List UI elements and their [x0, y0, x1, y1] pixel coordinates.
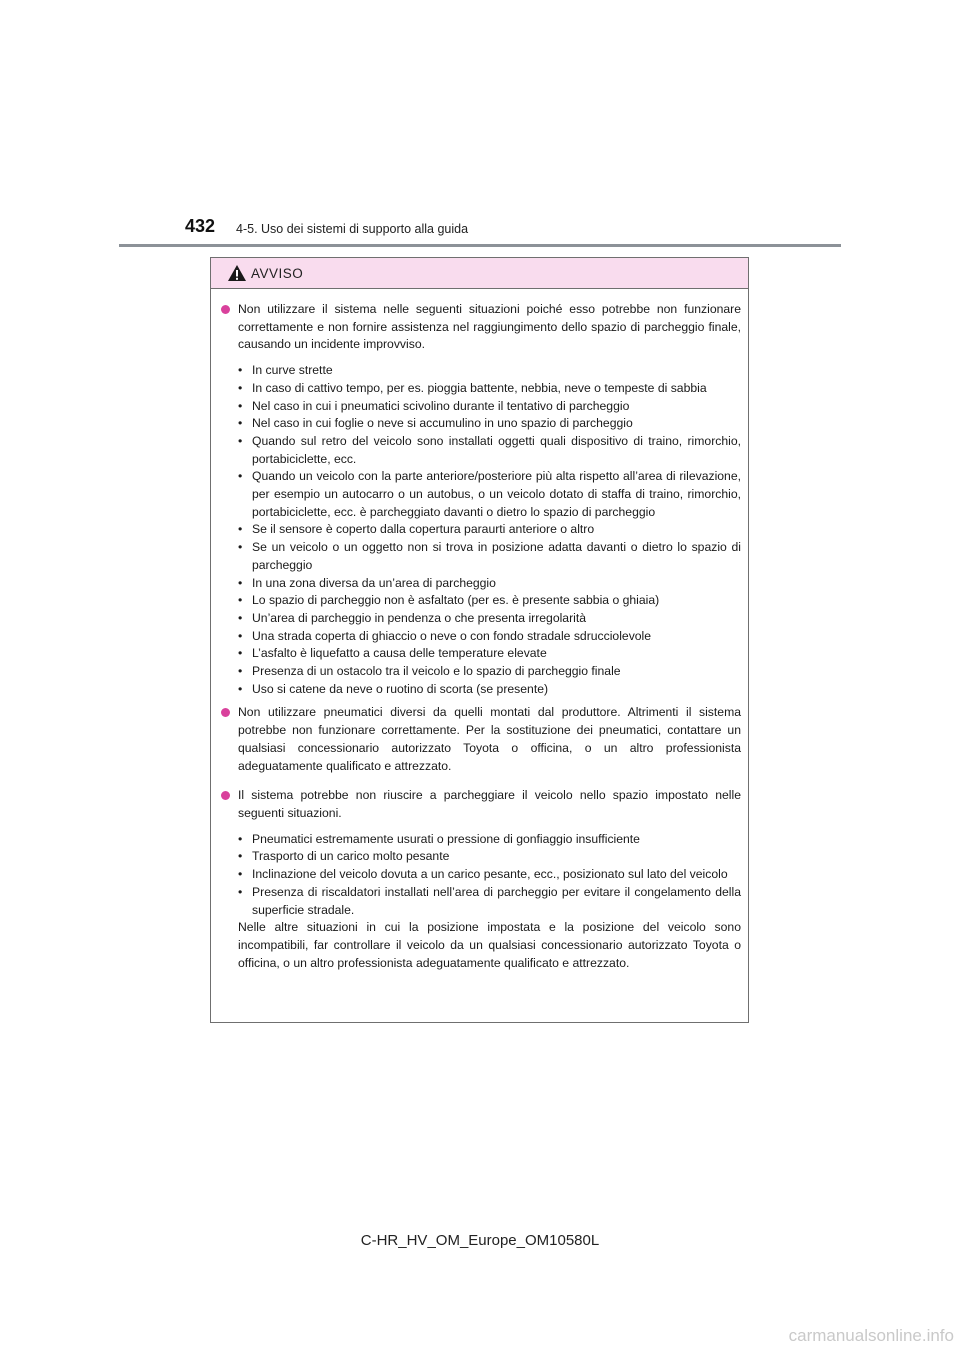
- page-number: 432: [185, 216, 216, 236]
- warning-box: [210, 257, 749, 1023]
- warning-item: [221, 704, 741, 775]
- sub-item: • Quando sul retro del veicolo sono installati oggetti quali dispositivo di traino, rimorchio, portabiciclette, ecc.: [238, 433, 741, 468]
- sub-item: • In una zona diversa da un’area di parcheggio: [238, 575, 741, 593]
- warning-item-note: Nelle altre situazioni in cui la posizione impostata e la posizione del veicolo sono incompatibili, far controllare il veicolo da un qualsiasi concessionario autorizzato Toyota o officina, o un altro professionista adeguatamente qualificato e attrezzato.: [238, 920, 741, 970]
- warning-header: [211, 258, 748, 289]
- bullet-dot-icon: [221, 708, 230, 717]
- sub-item: • Una strada coperta di ghiaccio o neve o con fondo stradale sdrucciolevole: [238, 628, 741, 646]
- warning-item-text: Non utilizzare pneumatici diversi da quelli montati dal produttore. Altrimenti il sistema potrebbe non funzionare correttamente. Per la sostituzione dei pneumatici, contattare un qualsiasi concessionario autorizzato Toyota o officina, o un altro professionista adeguatamente qualificato e attrezzato.: [238, 705, 741, 773]
- sub-item: • Uso si catene da neve o ruotino di scorta (se presente): [238, 681, 741, 699]
- warning-triangle-icon: [227, 264, 247, 282]
- sub-list: [238, 362, 741, 698]
- sub-item: • Se un veicolo o un oggetto non si trova in posizione adatta davanti o dietro lo spazio di parcheggio: [238, 539, 741, 574]
- warning-item-content: [238, 704, 741, 775]
- warning-item-content: [238, 787, 741, 972]
- bullet-dot-icon: [221, 305, 230, 314]
- sub-item: • Lo spazio di parcheggio non è asfaltato (per es. è presente sabbia o ghiaia): [238, 592, 741, 610]
- section-title: 4-5. Uso dei sistemi di supporto alla guida: [236, 222, 469, 236]
- sub-item: • Nel caso in cui foglie o neve si accumulino in uno spazio di parcheggio: [238, 415, 741, 433]
- header-rule: [119, 244, 841, 247]
- warning-item-text: Il sistema potrebbe non riuscire a parcheggiare il veicolo nello spazio impostato nelle seguenti situazioni.: [238, 788, 741, 820]
- document-code: C-HR_HV_OM_Europe_OM10580L: [360, 1232, 600, 1249]
- warning-item: [221, 787, 741, 972]
- warning-item-content: [238, 301, 741, 698]
- sub-item: • L’asfalto è liquefatto a causa delle temperature elevate: [238, 645, 741, 663]
- sub-item: • In caso di cattivo tempo, per es. pioggia battente, nebbia, neve o tempeste di sabbia: [238, 380, 741, 398]
- bullet-dot-icon: [221, 791, 230, 800]
- sub-item: • In curve strette: [238, 362, 741, 380]
- sub-item: • Un’area di parcheggio in pendenza o che presenta irregolarità: [238, 610, 741, 628]
- warning-item: [221, 301, 741, 698]
- warning-item-text: Non utilizzare il sistema nelle seguenti situazioni poiché esso potrebbe non funzionare correttamente e non fornire assistenza nel raggiungimento dello spazio di parcheggio finale, causando un incidente improvviso.: [238, 302, 741, 352]
- sub-item: • Pneumatici estremamente usurati o pressione di gonfiaggio insufficiente: [238, 831, 741, 849]
- watermark: carmanualsonline.info: [788, 1326, 954, 1345]
- sub-item: • Presenza di un ostacolo tra il veicolo e lo spazio di parcheggio finale: [238, 663, 741, 681]
- warning-label: AVVISO: [251, 265, 304, 281]
- sub-list: [238, 831, 741, 920]
- sub-item: • Trasporto di un carico molto pesante: [238, 848, 741, 866]
- sub-item: • Se il sensore è coperto dalla copertura paraurti anteriore o altro: [238, 521, 741, 539]
- warning-body: [211, 289, 748, 972]
- sub-item: • Inclinazione del veicolo dovuta a un carico pesante, ecc., posizionato sul lato del veicolo: [238, 866, 741, 884]
- sub-item: • Nel caso in cui i pneumatici scivolino durante il tentativo di parcheggio: [238, 398, 741, 416]
- sub-item: • Quando un veicolo con la parte anteriore/posteriore più alta rispetto all’area di rilevazione, per esempio un autocarro o un autobus, o un veicolo dotato di staffa di traino, rimorchio, portabiciclette, ecc. è parcheggiato davanti o dietro lo spazio di parcheggio: [238, 468, 741, 521]
- sub-item: • Presenza di riscaldatori installati nell’area di parcheggio per evitare il congelamento della superficie stradale.: [238, 884, 741, 919]
